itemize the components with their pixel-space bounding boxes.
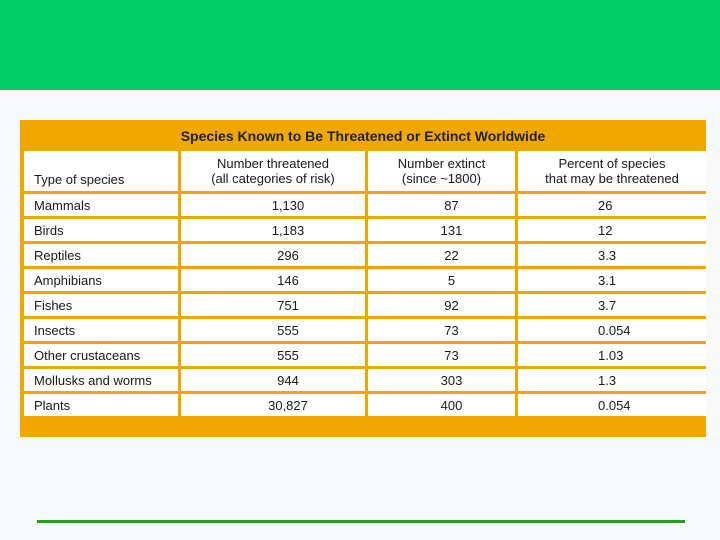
top-green-band: [0, 0, 720, 90]
table-row: [24, 394, 706, 416]
cell-extinct: 22: [368, 244, 515, 266]
header-row: [24, 151, 706, 191]
cell-species: Insects: [24, 319, 178, 341]
cell-extinct: 92: [368, 294, 515, 316]
species-table: [21, 148, 709, 419]
cell-threatened: 944: [181, 369, 365, 391]
cell-extinct: 400: [368, 394, 515, 416]
cell-threatened: 1,130: [181, 194, 365, 216]
cell-species: Reptiles: [24, 244, 178, 266]
cell-extinct: 131: [368, 219, 515, 241]
cell-threatened: 751: [181, 294, 365, 316]
header-type-of-species: Type of species: [24, 151, 178, 191]
cell-extinct: 73: [368, 344, 515, 366]
cell-threatened: 146: [181, 269, 365, 291]
cell-threatened: 555: [181, 344, 365, 366]
cell-threatened: 1,183: [181, 219, 365, 241]
cell-threatened: 30,827: [181, 394, 365, 416]
table-row: [24, 294, 706, 316]
header-percent-threatened: Percent of species that may be threatened: [518, 151, 706, 191]
table-row: [24, 269, 706, 291]
table-title: Species Known to Be Threatened or Extinct Worldwide: [180, 128, 546, 144]
cell-extinct: 73: [368, 319, 515, 341]
cell-species: Mollusks and worms: [24, 369, 178, 391]
cell-percent: 1.03: [518, 344, 706, 366]
bottom-divider-line: [37, 520, 685, 523]
species-table-frame: [20, 120, 706, 437]
cell-percent: 0.054: [518, 319, 706, 341]
cell-species: Amphibians: [24, 269, 178, 291]
cell-species: Mammals: [24, 194, 178, 216]
cell-species: Birds: [24, 219, 178, 241]
cell-percent: 1.3: [518, 369, 706, 391]
cell-percent: 26: [518, 194, 706, 216]
cell-extinct: 87: [368, 194, 515, 216]
cell-percent: 3.7: [518, 294, 706, 316]
cell-species: Plants: [24, 394, 178, 416]
cell-percent: 12: [518, 219, 706, 241]
cell-species: Fishes: [24, 294, 178, 316]
cell-threatened: 296: [181, 244, 365, 266]
cell-extinct: 303: [368, 369, 515, 391]
cell-threatened: 555: [181, 319, 365, 341]
header-number-threatened: Number threatened (all categories of risk): [181, 151, 365, 191]
cell-percent: 3.1: [518, 269, 706, 291]
table-row: [24, 219, 706, 241]
table-row: [24, 319, 706, 341]
table-row: [24, 344, 706, 366]
table-row: [24, 369, 706, 391]
table-row: [24, 244, 706, 266]
table-row: [24, 194, 706, 216]
cell-percent: 0.054: [518, 394, 706, 416]
cell-extinct: 5: [368, 269, 515, 291]
cell-percent: 3.3: [518, 244, 706, 266]
cell-species: Other crustaceans: [24, 344, 178, 366]
header-number-extinct: Number extinct (since ~1800): [368, 151, 515, 191]
